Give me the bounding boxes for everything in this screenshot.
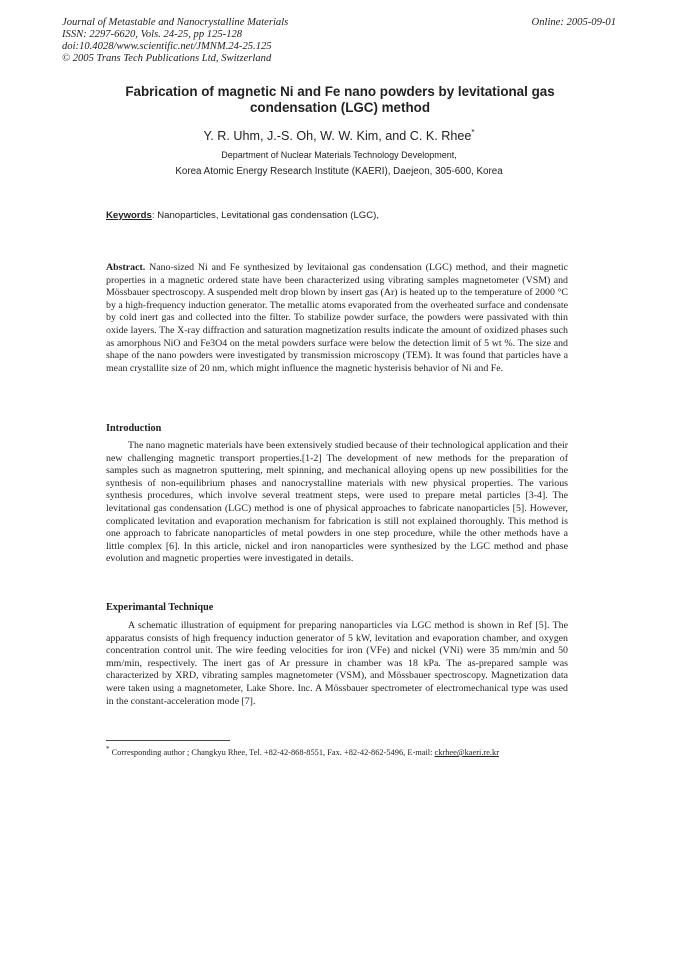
footnote-mark: * xyxy=(106,745,110,753)
keywords-text: : Nanoparticles, Levitational gas condensation (LGC), xyxy=(151,210,380,221)
introduction-paragraph: The nano magnetic materials have been extensively studied because of their technological application and their new challenging magnetic transport properties.[1-2] The development of new methods for the preparation of samples such as magnetron sputtering, melt spinning, and mechanical alloying opens up new possibilities for the synthesis of non-equilibrium phases and nanocrystalline materials with new physical properties. The various synthesis procedures, which involve several treatment steps, were used to prepare metal particles [3-4]. The levitational gas condensation (LGC) method is one of physical approaches to fabricate nanoparticles [5]. However, complicated levitation and evaporation mechanism for fabrication is still not explained thoroughly. This method is one approach to fabricate nanoparticles of metal powders in one step procedure, while the other methods have a little complex [6]. In this article, nickel and iron nanoparticles were synthesized by the LGC method and phase evolution and magnetic properties were investigated in details. xyxy=(106,440,568,565)
experimental-section xyxy=(106,620,568,708)
online-date: Online: 2005-09-01 xyxy=(531,17,616,28)
paper-title: Fabrication of magnetic Ni and Fe nano powders by levitational gas condensation (LGC) method xyxy=(125,84,555,115)
keywords-line xyxy=(106,210,379,221)
affiliation-department: Department of Nuclear Materials Technology Development, xyxy=(221,150,457,160)
corresponding-author-mark: * xyxy=(471,128,475,137)
experimental-paragraph: A schematic illustration of equipment for preparing nanoparticles via LGC method is shown in Ref [5]. The apparatus consists of high frequency induction generator of 5 kW, levitation and evaporation chamber, and oxygen concentration control unit. The wire feeding velocities for iron (VFe) and nickel (VNi) were 35 mm/min and 50 mm/min, respectively. The inert gas of Ar pressure in chamber was 18 kPa. The as-prepared sample was characterized by XRD, vibrating samples magnetometer (VSM), and Mössbauer spectroscopy. Magnetization data were taken using a magnetometer, Lake Shore. Inc. A Mössbauer spectrometer of electromechanical type was used in the constant-acceleration mode [7]. xyxy=(106,620,568,707)
experimental-heading: Experimantal Technique xyxy=(106,602,214,613)
keywords-label: Keywords xyxy=(106,210,152,221)
doi-line[interactable]: doi:10.4028/www.scientific.net/JMNM.24-25.125 xyxy=(62,41,272,52)
abstract-lead: Abstract. xyxy=(106,262,146,273)
abstract-section xyxy=(106,262,568,375)
abstract-text: Nano-sized Ni and Fe synthesized by levitaional gas condensation (LGC) method, and their magnetic properties in a magnetic ordered state have been characterized using vibrating samples magnetometer (VSM) and Mössbauer spectroscopy. A suspended melt drop blown by insert gas (Ar) is heated up to the temperature of 2000 °C by a high-frequency induction generator. The metallic atoms evaporated from the overheated surface and condensate by cold inert gas and collected into the filter. To stabilize powder surface, the powders were passivated with thin oxide layers. The X-ray diffraction and saturation magnetization results indicate the amount of oxidized phases such as amorphous NiO and Fe3O4 on the metal powders surface were below the detection limit of 5 wt %. The size and shape of the nano powders were investigated by transmission microscopy (TEM). It was found that particles have a mean crystallite size of 20 nm, which might influence the magnetic hysterisis behavior of Ni and Fe. xyxy=(106,262,568,374)
journal-header xyxy=(62,17,288,65)
authors-text: Y. R. Uhm, J.-S. Oh, W. W. Kim, and C. K. Rhee xyxy=(203,129,472,144)
introduction-section xyxy=(106,440,568,566)
author-list xyxy=(0,128,678,143)
email-link[interactable]: ckrhee@kaeri.re.kr xyxy=(434,747,499,757)
journal-name: Journal of Metastable and Nanocrystalline Materials xyxy=(62,17,289,28)
introduction-heading: Introduction xyxy=(106,423,162,434)
footnote-text: Corresponding author ; Changkyu Rhee, Tel. +82-42-868-8551, Fax. +82-42-862-5496, E-mail: xyxy=(109,747,435,757)
issn-line: ISSN: 2297-6620, Vols. 24-25, pp 125-128 xyxy=(62,29,243,40)
footnote-divider xyxy=(106,740,230,741)
copyright-line: © 2005 Trans Tech Publications Ltd, Switzerland xyxy=(62,53,272,64)
affiliation-institute: Korea Atomic Energy Research Institute (KAERI), Daejeon, 305-600, Korea xyxy=(175,166,503,177)
footnote xyxy=(106,745,499,757)
